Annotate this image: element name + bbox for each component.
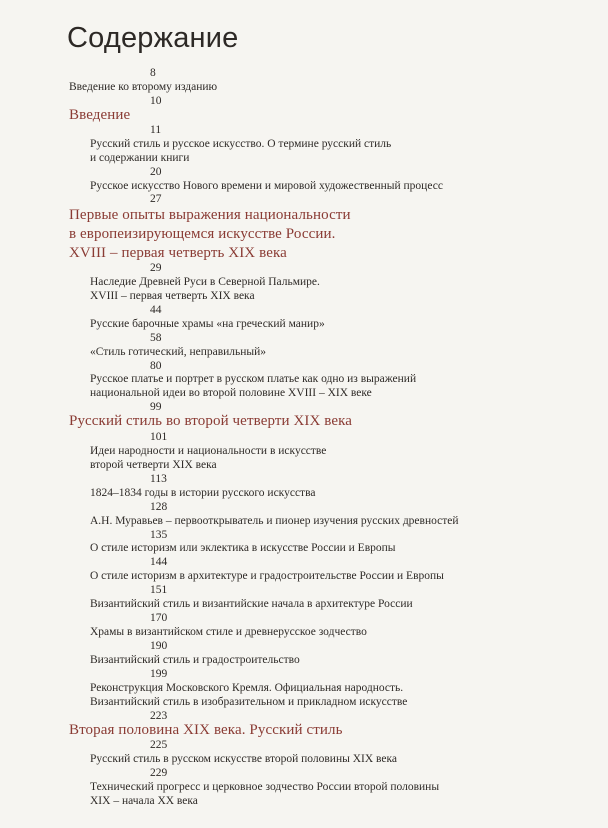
toc-page-number: 20 — [150, 166, 162, 178]
toc-page-number: 229 — [150, 767, 168, 779]
toc-entry-line: Русский стиль и русское искусство. О термине русский стиль — [90, 138, 392, 150]
toc-page-number: 225 — [150, 739, 168, 751]
toc-section-heading: Вторая половина XIX века. Русский стиль — [69, 722, 343, 738]
toc-entry-line: Введение ко второму изданию — [69, 81, 218, 93]
toc-page-number: 128 — [150, 501, 168, 513]
toc-page-number: 58 — [150, 332, 162, 344]
toc-entry-line: О стиле историзм в архитектуре и градостроительстве России и Европы — [90, 570, 444, 582]
toc-page-number: 223 — [150, 710, 168, 722]
toc-entry-line: 1824–1834 годы в истории русского искусства — [90, 487, 316, 499]
toc-section-heading: XVIII – первая четверть XIX века — [69, 245, 287, 261]
toc-entry-line: А.Н. Муравьев – первооткрыватель и пионер изучения русских древностей — [90, 515, 459, 527]
toc-page-number: 135 — [150, 529, 168, 541]
toc-entry-line: Идеи народности и национальности в искусстве — [90, 445, 327, 457]
toc-page-number: 151 — [150, 584, 168, 596]
toc-page-number: 44 — [150, 304, 162, 316]
toc-entry-line: национальной идеи во второй половине XVIII – XIX веке — [90, 387, 372, 399]
toc-page-number: 144 — [150, 556, 168, 568]
toc-entry-line: Технический прогресс и церковное зодчество России второй половины — [90, 781, 440, 793]
toc-entry-line: второй четверти XIX века — [90, 459, 217, 471]
toc-page-number: 113 — [150, 473, 167, 485]
toc-entry-line: О стиле историзм или эклектика в искусстве России и Европы — [90, 542, 396, 554]
toc-section-heading: Русский стиль во второй четверти XIX века — [69, 413, 353, 429]
toc-entry-line: Русское платье и портрет в русском платье как одно из выражений — [90, 373, 417, 385]
toc-entry-line: Византийский стиль и градостроительство — [90, 654, 300, 666]
toc-page-number: 8 — [150, 67, 156, 79]
toc-entry-line: Храмы в византийском стиле и древнерусское зодчество — [90, 626, 367, 638]
toc-page-number: 101 — [150, 431, 168, 443]
toc-entry-line: XIX – начала XX века — [90, 795, 198, 807]
toc-page-number: 190 — [150, 640, 168, 652]
toc-page-number: 170 — [150, 612, 168, 624]
toc-section-heading: в европеизирующемся искусстве России. — [69, 226, 336, 242]
toc-entry-line: XVIII – первая четверть XIX века — [90, 290, 255, 302]
toc-section-heading: Первые опыты выражения национальности — [69, 207, 351, 223]
toc-entry-line: Византийский стиль и византийские начала в архитектуре России — [90, 598, 413, 610]
toc-page-number: 27 — [150, 193, 162, 205]
toc-entry-line: «Стиль готический, неправильный» — [90, 346, 267, 358]
toc-entry-line: Русское искусство Нового времени и мировой художественный процесс — [90, 180, 443, 192]
toc-page-number: 199 — [150, 668, 168, 680]
toc-entry-line: и содержании книги — [90, 152, 190, 164]
toc-entry-line: Наследие Древней Руси в Северной Пальмире. — [90, 276, 320, 288]
toc-entry-line: Реконструкция Московского Кремля. Официальная народность. — [90, 682, 404, 694]
toc-entry-line: Русские барочные храмы «на греческий манир» — [90, 318, 325, 330]
toc-page-number: 10 — [150, 95, 162, 107]
page-title: Содержание — [67, 22, 239, 54]
toc-page-number: 99 — [150, 401, 162, 413]
toc-page-number: 29 — [150, 262, 162, 274]
toc-entry-line: Византийский стиль в изобразительном и прикладном искусстве — [90, 696, 408, 708]
toc-entry-line: Русский стиль в русском искусстве второй половины XIX века — [90, 753, 398, 765]
toc-page-number: 11 — [150, 124, 162, 136]
toc-page-number: 80 — [150, 360, 162, 372]
toc-section-heading: Введение — [69, 107, 131, 123]
